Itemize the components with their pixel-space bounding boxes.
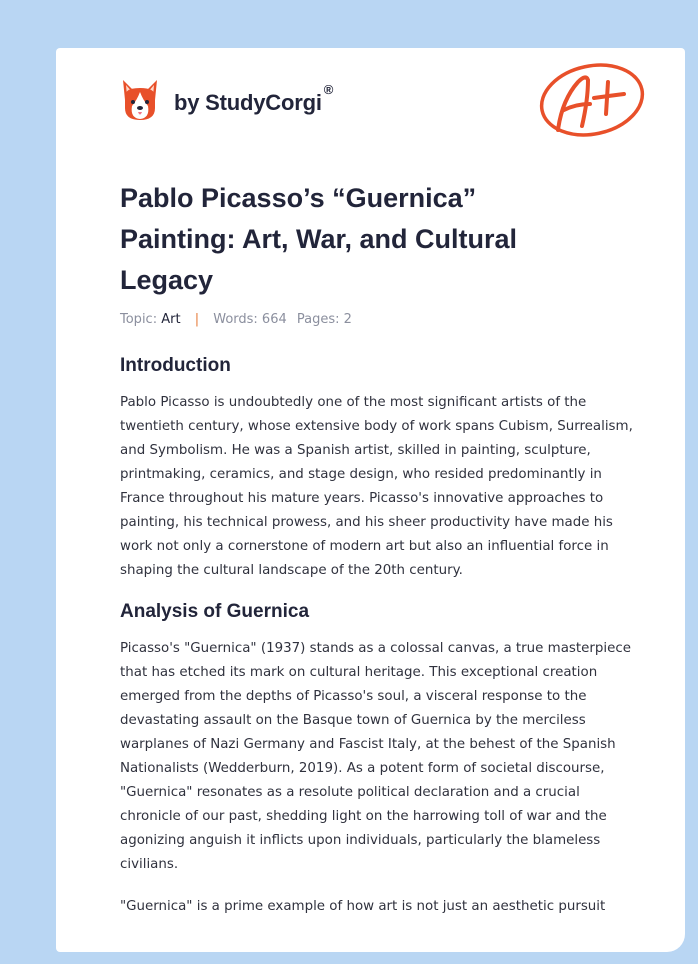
corgi-icon xyxy=(120,78,160,122)
a-plus-grade-icon xyxy=(536,60,648,140)
section-paragraph: Picasso's "Guernica" (1937) stands as a colossal canvas, a true masterpiece that has etched its mark on cultural heritage. This exceptional creation emerged from the depths of Picasso's soul, a visceral response to the devastating assault on the Basque town of Guernica by the merciless warplanes of Nazi Germany and Fascist Italy, at the behest of the Spanish Nationalists (Wedderburn, 2019). As a potent form of societal discourse, "Guernica" resonates as a resolute political declaration and a crucial chronicle of our past, shedding light on the harrowing toll of war and the agonizing anguish it inflicts upon individuals, particularly the blameless civilians. xyxy=(120,641,631,872)
page-count: Pages: 2 xyxy=(296,312,352,327)
section-heading: Introduction xyxy=(120,355,231,376)
document-page xyxy=(56,48,685,952)
section-paragraph: Pablo Picasso is undoubtedly one of the most significant artists of the twentieth century, whose extensive body of work spans Cubism, Surrealism, and Symbolism. He was a Spanish artist, skilled in painting, sculpture, printmaking, ceramics, and stage design, who resided predominantly in France throughout his mature years. Picasso's innovative approaches to painting, his technical prowess, and his sheer productivity have made his work not only a cornerstone of modern art but also an influential force in shaping the cultural landscape of the 20th century. xyxy=(120,395,633,578)
section-heading: Analysis of Guernica xyxy=(120,601,310,622)
document-title: Pablo Picasso’s “Guernica” Painting: Art, War, and Cultural Legacy xyxy=(120,183,518,295)
word-count: Words: 664 xyxy=(213,312,287,327)
topic-label: Topic: xyxy=(120,312,158,327)
studycorgi-logo[interactable] xyxy=(120,76,333,124)
brand-name: by StudyCorgi® xyxy=(174,82,334,115)
section-paragraph: "Guernica" is a prime example of how art is not just an aesthetic pursuit xyxy=(120,899,606,914)
document-meta xyxy=(120,312,352,327)
meta-separator: | xyxy=(194,312,200,327)
topic-link[interactable]: Art xyxy=(161,312,181,327)
